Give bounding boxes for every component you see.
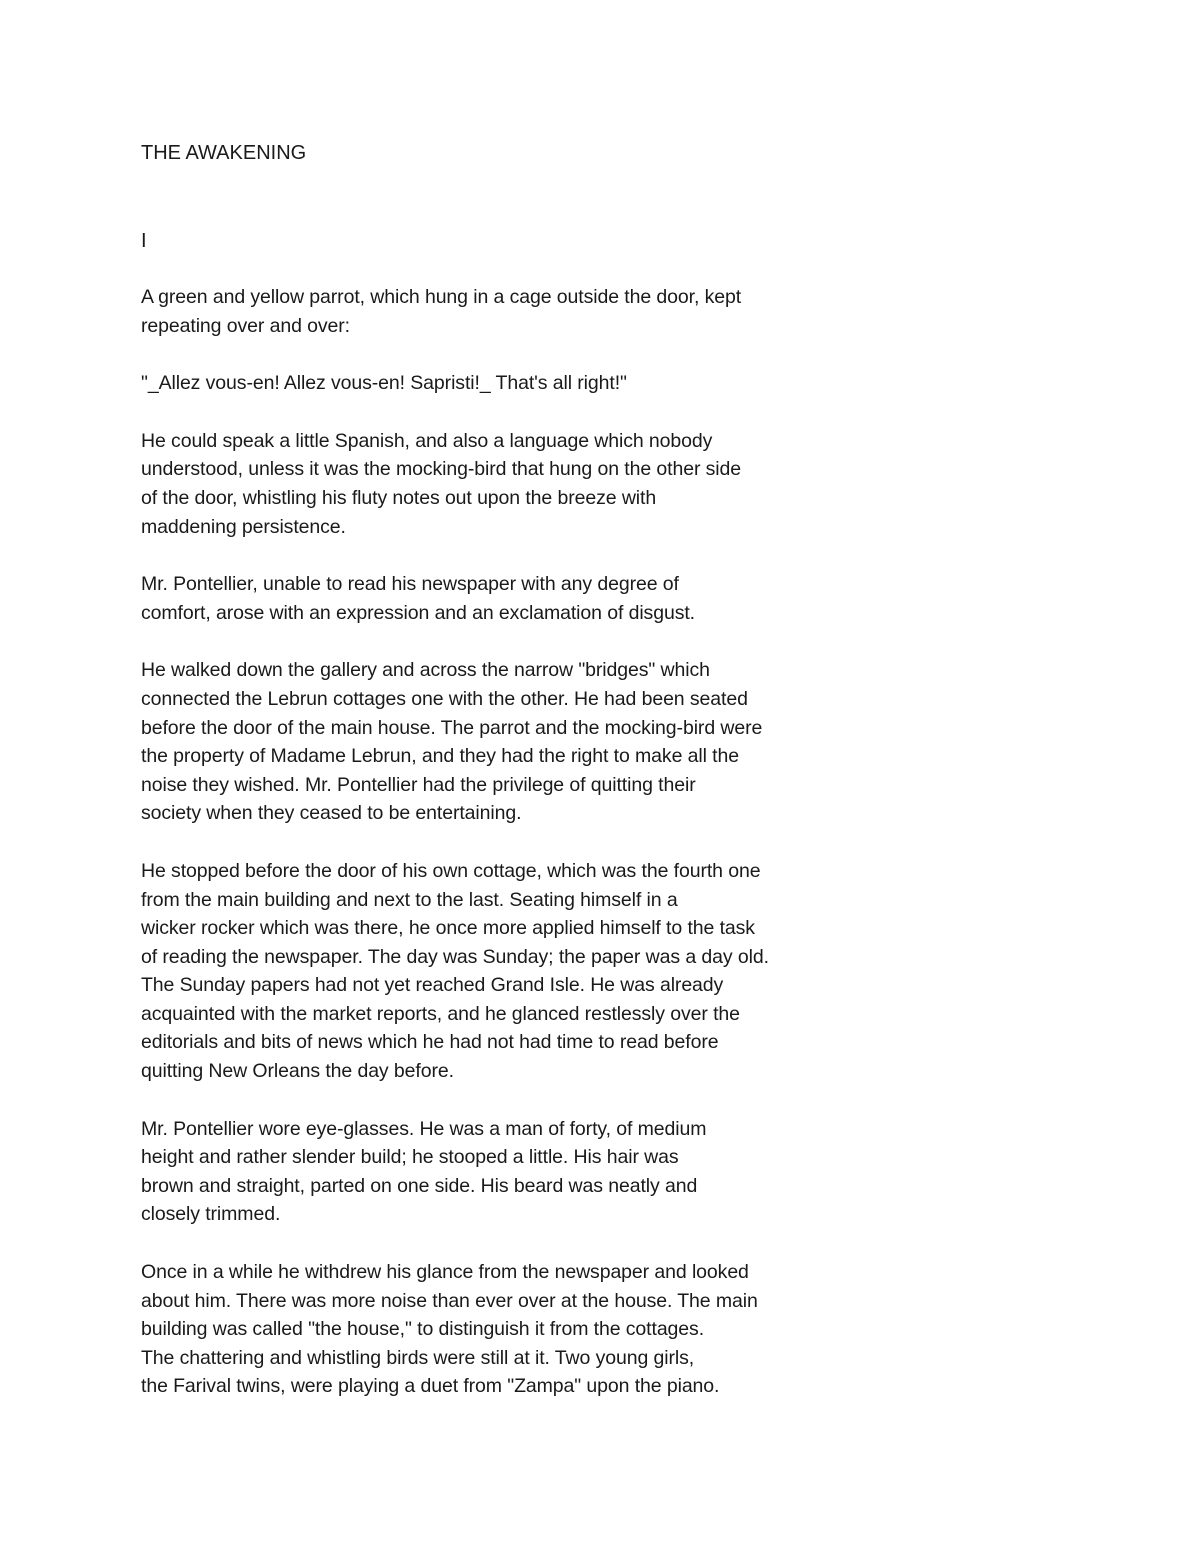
paragraph-line: A green and yellow parrot, which hung in a cage outside the door, kept: [141, 286, 742, 308]
document-body: [141, 283, 881, 1430]
paragraph: [141, 427, 881, 541]
paragraph: [141, 656, 881, 828]
paragraph: [141, 1258, 881, 1401]
paragraph-line: the property of Madame Lebrun, and they had the right to make all the: [141, 745, 739, 768]
paragraph-line: repeating over and over:: [141, 314, 350, 337]
paragraph-line: height and rather slender build; he stooped a little. His hair was: [141, 1146, 679, 1169]
paragraph-line: acquainted with the market reports, and he glanced restlessly over the: [141, 1002, 740, 1025]
paragraph-line: the Farival twins, were playing a duet from "Zampa" upon the piano.: [141, 1375, 720, 1398]
chapter-heading: I: [141, 230, 147, 252]
paragraph-line: noise they wished. Mr. Pontellier had the privilege of quitting their: [141, 773, 696, 796]
paragraph-line: before the door of the main house. The parrot and the mocking-bird were: [141, 716, 763, 739]
paragraph-line: from the main building and next to the last. Seating himself in a: [141, 888, 678, 911]
paragraph-line: Once in a while he withdrew his glance from the newspaper and looked: [141, 1261, 749, 1284]
paragraph-line: maddening persistence.: [141, 515, 346, 538]
paragraph-line: quitting New Orleans the day before.: [141, 1060, 454, 1083]
paragraph: [141, 1115, 881, 1229]
paragraph-line: The chattering and whistling birds were still at it. Two young girls,: [141, 1346, 695, 1369]
paragraph-line: understood, unless it was the mocking-bird that hung on the other side: [141, 458, 742, 481]
paragraph: [141, 283, 881, 340]
paragraph-line: connected the Lebrun cottages one with the other. He had been seated: [141, 687, 748, 710]
paragraph-line: He walked down the gallery and across the narrow "bridges" which: [141, 659, 710, 682]
paragraph-line: society when they ceased to be entertaining.: [141, 802, 522, 825]
paragraph-line: about him. There was more noise than ever over at the house. The main: [141, 1289, 758, 1312]
paragraph-line: comfort, arose with an expression and an exclamation of disgust.: [141, 601, 695, 624]
paragraph: [141, 369, 881, 398]
document-title: THE AWAKENING: [141, 142, 307, 164]
paragraph-line: closely trimmed.: [141, 1203, 281, 1226]
paragraph-line: editorials and bits of news which he had not had time to read before: [141, 1031, 719, 1054]
paragraph: [141, 857, 881, 1086]
paragraph-line: of reading the newspaper. The day was Sunday; the paper was a day old.: [141, 945, 769, 968]
paragraph-line: wicker rocker which was there, he once more applied himself to the task: [141, 917, 755, 940]
paragraph-line: Mr. Pontellier, unable to read his newspaper with any degree of: [141, 573, 679, 596]
paragraph-line: The Sunday papers had not yet reached Grand Isle. He was already: [141, 974, 724, 997]
paragraph-line: of the door, whistling his fluty notes out upon the breeze with: [141, 486, 657, 509]
paragraph-line: He could speak a little Spanish, and also a language which nobody: [141, 429, 713, 452]
document-page: [141, 139, 881, 1398]
paragraph: [141, 570, 881, 627]
paragraph-line: "_Allez vous-en! Allez vous-en! Sapristi!_ That's all right!": [141, 372, 627, 395]
paragraph-line: building was called "the house," to distinguish it from the cottages.: [141, 1318, 705, 1341]
paragraph-line: brown and straight, parted on one side. His beard was neatly and: [141, 1174, 698, 1197]
paragraph-line: Mr. Pontellier wore eye-glasses. He was a man of forty, of medium: [141, 1117, 707, 1140]
paragraph-line: He stopped before the door of his own cottage, which was the fourth one: [141, 859, 761, 882]
